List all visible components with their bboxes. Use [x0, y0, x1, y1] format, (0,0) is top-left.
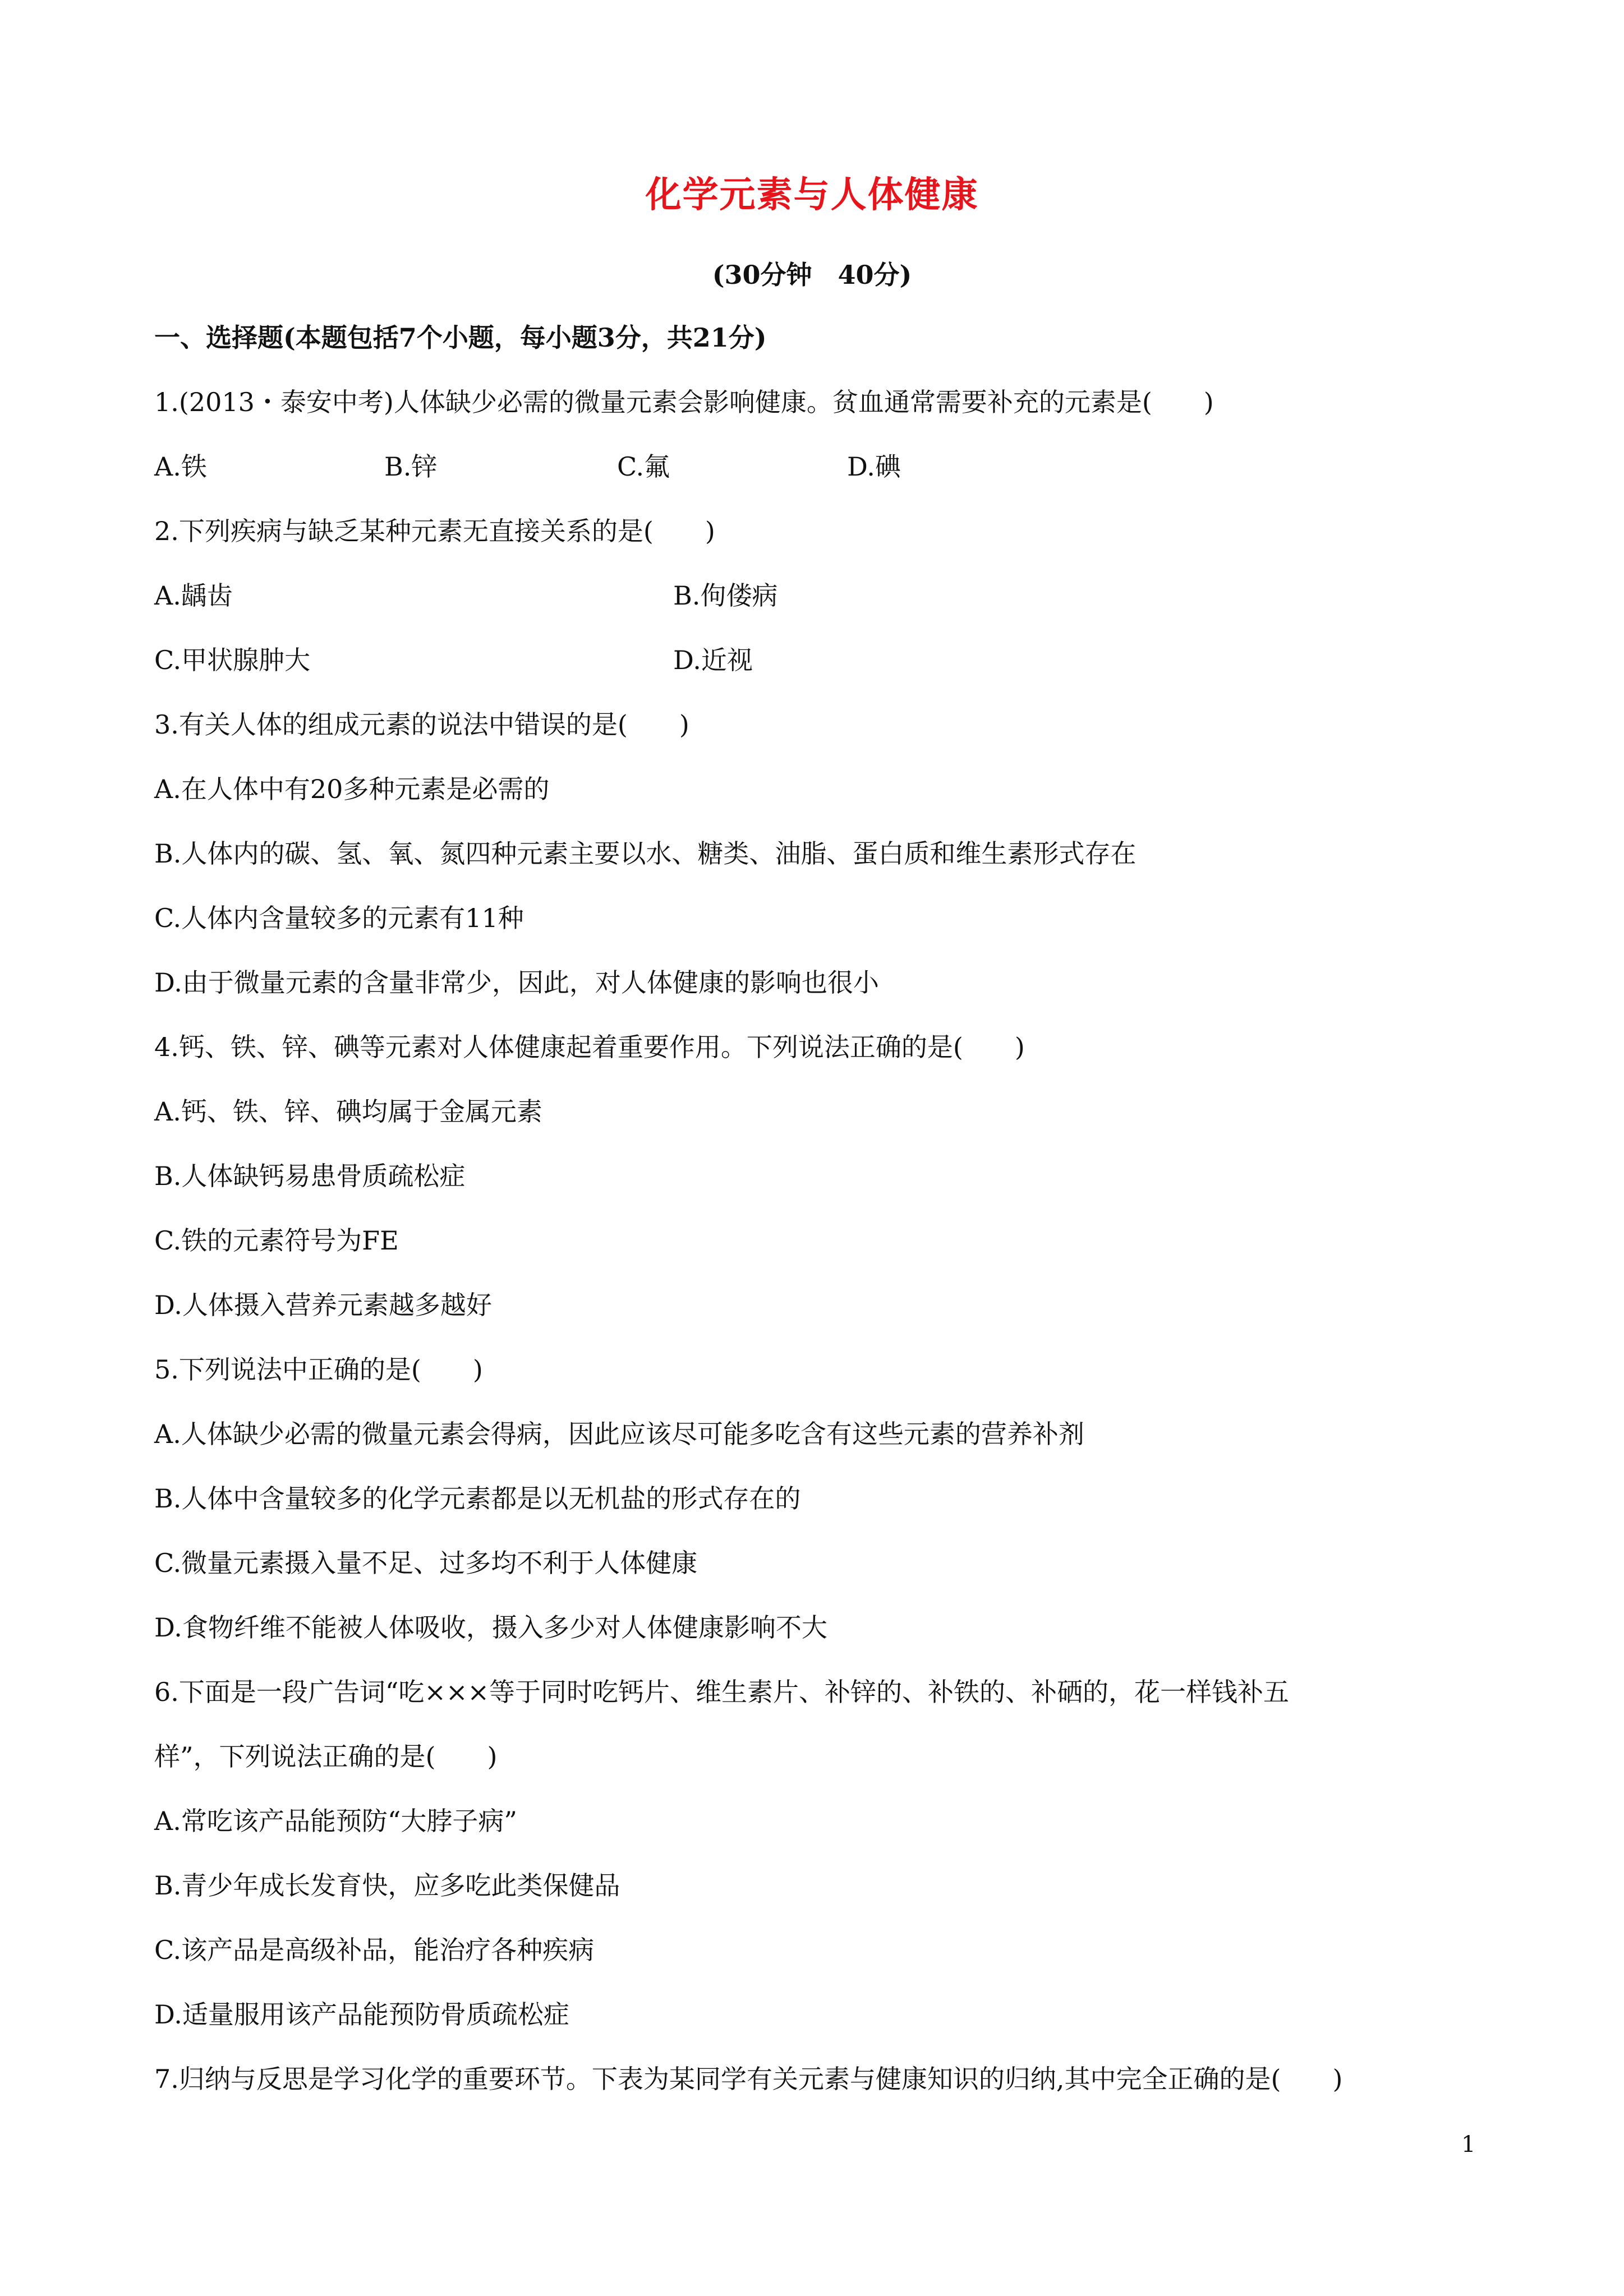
- question-3-option-d: D.由于微量元素的含量非常少，因此，对人体健康的影响也很小: [154, 967, 879, 998]
- question-2-stem: 2.下列疾病与缺乏某种元素无直接关系的是( ): [154, 516, 715, 546]
- question-2-option-b: B.佝偻病: [673, 580, 778, 611]
- document-title: 化学元素与人体健康: [645, 174, 979, 216]
- question-5-stem: 5.下列说法中正确的是( ): [154, 1354, 483, 1385]
- question-1-option-d: D.碘: [847, 451, 901, 482]
- question-7-stem: 7.归纳与反思是学习化学的重要环节。下表为某同学有关元素与健康知识的归纳,其中完全正确的是( ): [154, 2064, 1343, 2094]
- question-5-option-a: A.人体缺少必需的微量元素会得病，因此应该尽可能多吃含有这些元素的营养补剂: [154, 1419, 1084, 1449]
- question-2-option-c: C.甲状腺肿大: [154, 645, 311, 675]
- question-6-stem-line-2: 样”，下列说法正确的是( ): [154, 1741, 498, 1772]
- question-6-option-a: A.常吃该产品能预防“大脖子病”: [154, 1806, 517, 1836]
- question-3-option-b: B.人体内的碳、氢、氧、氮四种元素主要以水、糖类、油脂、蛋白质和维生素形式存在: [154, 838, 1137, 869]
- question-4-option-c: C.铁的元素符号为FE: [154, 1225, 399, 1256]
- question-6-option-c: C.该产品是高级补品，能治疗各种疾病: [154, 1935, 595, 1965]
- question-2-option-d: D.近视: [673, 645, 753, 675]
- question-6-option-d: D.适量服用该产品能预防骨质疏松症: [154, 1999, 569, 2030]
- question-5-option-c: C.微量元素摄入量不足、过多均不利于人体健康: [154, 1548, 698, 1578]
- question-4-option-d: D.人体摄入营养元素越多越好: [154, 1290, 492, 1320]
- question-1-option-c: C.氟: [617, 451, 670, 482]
- time-score-subtitle: (30分钟 40分): [712, 260, 912, 290]
- question-6-option-b: B.青少年成长发育快，应多吃此类保健品: [154, 1870, 620, 1901]
- question-1-option-b: B.锌: [384, 451, 438, 482]
- question-2-option-a: A.龋齿: [154, 580, 233, 611]
- question-3-option-a: A.在人体中有20多种元素是必需的: [154, 774, 550, 804]
- question-3-stem: 3.有关人体的组成元素的说法中错误的是( ): [154, 709, 689, 740]
- question-6-stem-line-1: 6.下面是一段广告词“吃×××等于同时吃钙片、维生素片、补锌的、补铁的、补硒的，花一样钱补五: [154, 1677, 1290, 1707]
- section-heading: 一、选择题(本题包括7个小题，每小题3分，共21分): [154, 322, 767, 353]
- question-3-option-c: C.人体内含量较多的元素有11种: [154, 903, 524, 933]
- question-1-option-a: A.铁: [154, 451, 207, 482]
- question-4-stem: 4.钙、铁、锌、碘等元素对人体健康起着重要作用。下列说法正确的是( ): [154, 1032, 1025, 1062]
- question-4-option-a: A.钙、铁、锌、碘均属于金属元素: [154, 1096, 542, 1127]
- question-1-stem: 1.(2013・泰安中考)人体缺少必需的微量元素会影响健康。贫血通常需要补充的元素是( ): [154, 387, 1214, 417]
- question-4-option-b: B.人体缺钙易患骨质疏松症: [154, 1161, 466, 1191]
- question-5-option-b: B.人体中含量较多的化学元素都是以无机盐的形式存在的: [154, 1483, 801, 1514]
- question-5-option-d: D.食物纤维不能被人体吸收，摄入多少对人体健康影响不大: [154, 1612, 827, 1643]
- page-number: 1: [1461, 2132, 1476, 2157]
